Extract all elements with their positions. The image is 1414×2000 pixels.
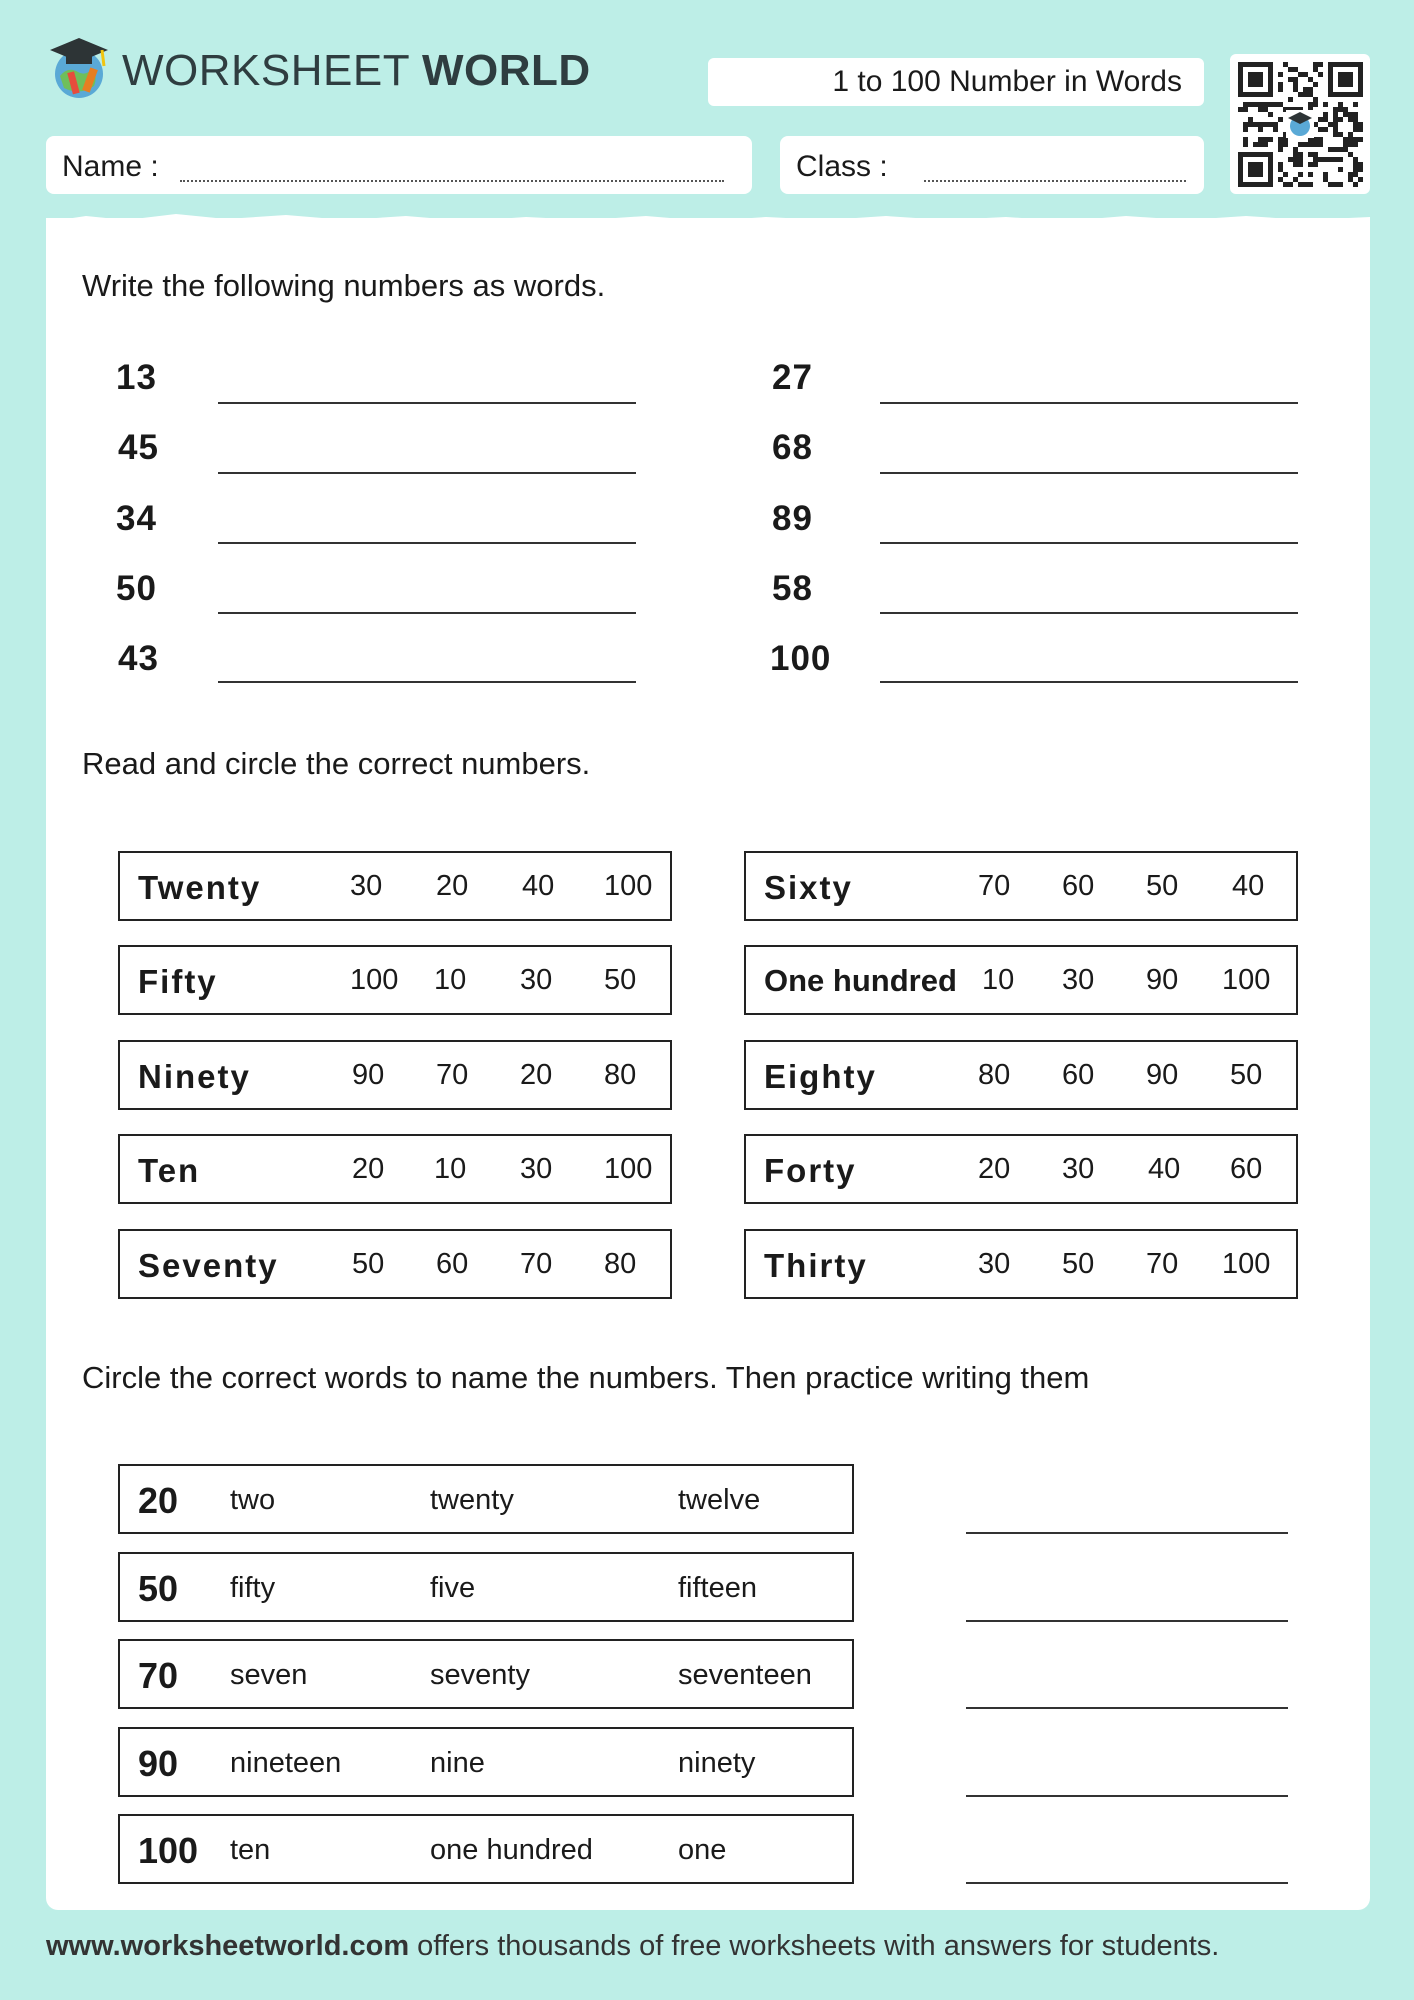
number-option[interactable]: 10 <box>982 964 1015 996</box>
circle-number-box <box>118 1040 672 1110</box>
number-word: Seventy <box>138 1247 279 1284</box>
number-option[interactable]: 100 <box>350 964 399 996</box>
number-option[interactable]: 80 <box>604 1059 637 1091</box>
target-number: 70 <box>138 1655 179 1696</box>
class-label: Class : <box>796 150 888 183</box>
target-number: 20 <box>138 1480 179 1521</box>
circle-number-box <box>744 945 1298 1015</box>
section3-heading: Circle the correct words to name the numbers. Then practice writing them <box>82 1360 1090 1395</box>
number-word: Twenty <box>138 869 262 906</box>
number-option[interactable]: 50 <box>352 1248 385 1280</box>
answer-line[interactable] <box>880 681 1298 683</box>
number-word: One hundred <box>764 963 957 998</box>
number-option[interactable]: 30 <box>1062 964 1095 996</box>
practice-line[interactable] <box>966 1707 1288 1709</box>
number-item: 27 <box>772 358 813 397</box>
brand-name-bold: WORLD <box>422 46 591 95</box>
name-field[interactable] <box>46 136 752 194</box>
class-field[interactable] <box>780 136 1204 194</box>
number-option[interactable]: 30 <box>1062 1153 1095 1185</box>
number-option[interactable]: 80 <box>604 1248 637 1280</box>
answer-line[interactable] <box>880 472 1298 474</box>
qr-code-icon <box>1230 54 1370 194</box>
number-item: 58 <box>772 569 813 608</box>
number-option[interactable]: 20 <box>352 1153 385 1185</box>
number-option[interactable]: 40 <box>1148 1153 1181 1185</box>
number-item: 13 <box>116 358 157 397</box>
target-number: 100 <box>138 1830 199 1871</box>
word-choice-box <box>118 1639 854 1709</box>
brand-name <box>122 46 591 96</box>
number-option[interactable]: 70 <box>520 1248 553 1280</box>
footer-description: offers thousands of free worksheets with answers for students. <box>409 1930 1220 1962</box>
number-option[interactable]: 50 <box>604 964 637 996</box>
word-option[interactable]: nineteen <box>230 1747 342 1779</box>
number-option[interactable]: 20 <box>436 870 469 902</box>
number-option[interactable]: 70 <box>436 1059 469 1091</box>
number-option[interactable]: 10 <box>434 964 467 996</box>
number-item: 68 <box>772 428 813 467</box>
number-option[interactable]: 60 <box>1062 1059 1095 1091</box>
word-choice-box <box>118 1814 854 1884</box>
section2-heading: Read and circle the correct numbers. <box>82 746 591 781</box>
number-item: 43 <box>118 639 159 678</box>
target-number: 50 <box>138 1568 179 1609</box>
number-option[interactable]: 60 <box>1230 1153 1263 1185</box>
name-label: Name : <box>62 150 159 183</box>
torn-edge <box>46 208 1370 228</box>
word-option[interactable]: fifteen <box>678 1572 757 1604</box>
word-option[interactable]: seventy <box>430 1659 530 1691</box>
target-number: 90 <box>138 1743 179 1784</box>
answer-line[interactable] <box>880 402 1298 404</box>
practice-line[interactable] <box>966 1795 1288 1797</box>
number-option[interactable]: 80 <box>978 1059 1011 1091</box>
number-option[interactable]: 100 <box>604 1153 653 1185</box>
word-choice-box <box>118 1727 854 1797</box>
number-item: 34 <box>116 499 157 538</box>
number-option[interactable]: 30 <box>978 1248 1011 1280</box>
number-word: Fifty <box>138 963 218 1000</box>
number-option[interactable]: 30 <box>350 870 383 902</box>
number-option[interactable]: 10 <box>434 1153 467 1185</box>
practice-line[interactable] <box>966 1620 1288 1622</box>
answer-line[interactable] <box>218 612 636 614</box>
word-option[interactable]: two <box>230 1484 276 1516</box>
number-word: Thirty <box>764 1247 868 1284</box>
number-item: 45 <box>118 428 159 467</box>
number-word: Ten <box>138 1152 201 1189</box>
word-option[interactable]: ninety <box>678 1747 756 1779</box>
circle-number-box <box>744 1229 1298 1299</box>
number-word: Forty <box>764 1152 857 1189</box>
circle-number-box <box>118 851 672 921</box>
number-word: Sixty <box>764 869 853 906</box>
footer-site-link[interactable]: www.worksheetworld.com <box>46 1930 410 1962</box>
answer-line[interactable] <box>880 612 1298 614</box>
word-option[interactable]: fifty <box>230 1572 276 1604</box>
number-option[interactable]: 60 <box>436 1248 469 1280</box>
word-option[interactable]: ten <box>230 1834 271 1866</box>
number-option[interactable]: 30 <box>520 964 553 996</box>
number-word: Ninety <box>138 1058 251 1095</box>
word-choice-box <box>118 1552 854 1622</box>
number-option[interactable]: 70 <box>978 870 1011 902</box>
answer-line[interactable] <box>218 472 636 474</box>
section1-heading: Write the following numbers as words. <box>82 268 606 303</box>
practice-line[interactable] <box>966 1532 1288 1534</box>
circle-number-box <box>744 851 1298 921</box>
answer-line[interactable] <box>880 542 1298 544</box>
word-option[interactable]: nine <box>430 1747 485 1779</box>
word-choice-box <box>118 1464 854 1534</box>
circle-number-box <box>118 1229 672 1299</box>
number-option[interactable]: 90 <box>1146 964 1179 996</box>
circle-number-box <box>744 1134 1298 1204</box>
circle-number-box <box>744 1040 1298 1110</box>
circle-number-box <box>118 1134 672 1204</box>
word-option[interactable]: one hundred <box>430 1834 593 1866</box>
number-option[interactable]: 60 <box>1062 870 1095 902</box>
number-option[interactable]: 20 <box>978 1153 1011 1185</box>
number-option[interactable]: 100 <box>1222 964 1271 996</box>
word-option[interactable]: twenty <box>430 1484 514 1516</box>
word-option[interactable]: seven <box>230 1659 308 1691</box>
word-option[interactable]: five <box>430 1572 476 1604</box>
answer-line[interactable] <box>218 542 636 544</box>
practice-line[interactable] <box>966 1882 1288 1884</box>
word-option[interactable]: twelve <box>678 1484 761 1516</box>
circle-number-box <box>118 945 672 1015</box>
number-option[interactable]: 40 <box>522 870 555 902</box>
number-option[interactable]: 100 <box>604 870 653 902</box>
number-option[interactable]: 40 <box>1232 870 1265 902</box>
number-option[interactable]: 90 <box>352 1059 385 1091</box>
number-item: 50 <box>116 569 157 608</box>
worksheet-title: 1 to 100 Number in Words <box>708 58 1204 106</box>
brand-name-light: WORKSHEET <box>122 46 410 95</box>
number-option[interactable]: 90 <box>1146 1059 1179 1091</box>
number-option[interactable]: 30 <box>520 1153 553 1185</box>
answer-line[interactable] <box>218 402 636 404</box>
number-option[interactable]: 50 <box>1146 870 1179 902</box>
number-option[interactable]: 20 <box>520 1059 553 1091</box>
word-option[interactable]: one <box>678 1834 727 1866</box>
number-option[interactable]: 50 <box>1230 1059 1263 1091</box>
number-option[interactable]: 70 <box>1146 1248 1179 1280</box>
answer-line[interactable] <box>218 681 636 683</box>
worksheet-world-logo-icon <box>46 32 112 102</box>
number-word: Eighty <box>764 1058 877 1095</box>
number-option[interactable]: 100 <box>1222 1248 1271 1280</box>
word-option[interactable]: seventeen <box>678 1659 812 1691</box>
number-item: 89 <box>772 499 813 538</box>
class-write-line[interactable] <box>924 180 1186 182</box>
number-item: 100 <box>770 639 832 678</box>
footer-text <box>46 1930 1219 1963</box>
number-option[interactable]: 50 <box>1062 1248 1095 1280</box>
name-write-line[interactable] <box>180 180 724 182</box>
